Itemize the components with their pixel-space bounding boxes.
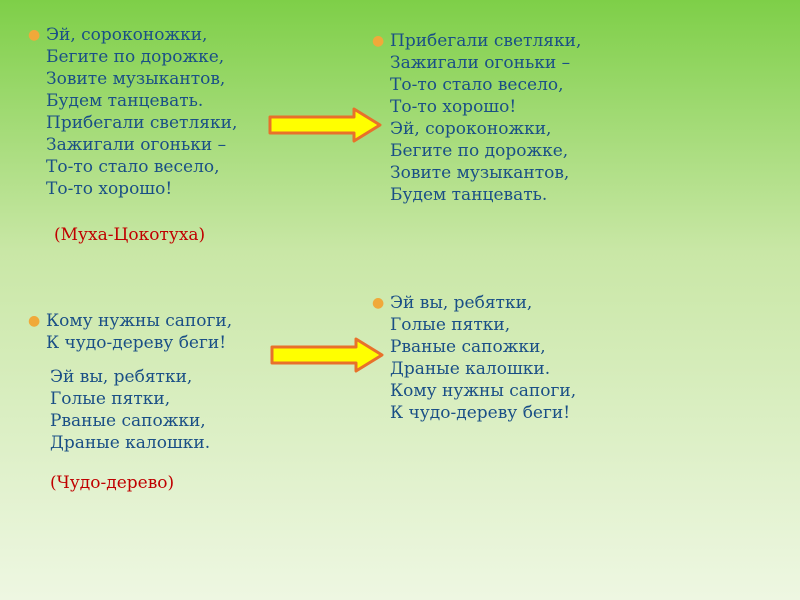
poem-line: Зовите музыкантов, <box>390 163 570 183</box>
right-bottom-lines <box>390 292 576 424</box>
poem-line: То-то хорошо! <box>390 97 517 117</box>
poem-line: К чудо-дереву беги! <box>390 403 571 423</box>
poem-line: Зовите музыкантов, <box>46 69 226 89</box>
poem-line: Прибегали светляки, <box>46 113 238 133</box>
left-bottom-stanza <box>24 310 232 454</box>
left-bottom-bullet-row <box>24 310 232 354</box>
right-bottom-stanza <box>368 292 576 424</box>
poem-line: Бегите по дорожке, <box>390 141 569 161</box>
bullet-icon: ● <box>28 313 41 329</box>
right-bottom-bullet-row <box>368 292 576 424</box>
poem-line: Рваные сапожки, <box>390 337 546 357</box>
left-top-lines <box>46 24 237 200</box>
left-bottom-indented-lines <box>50 366 232 454</box>
poem-line: То-то хорошо! <box>46 179 173 199</box>
poem-line: Рваные сапожки, <box>50 411 206 431</box>
right-top-stanza <box>368 30 581 206</box>
poem-line: Кому нужны сапоги, <box>46 311 233 331</box>
left-top-bullet-row <box>24 24 237 200</box>
poem-line: Драные калошки. <box>50 433 211 453</box>
source-title: (Чудо-дерево) <box>50 473 175 493</box>
poem-line: К чудо-дереву беги! <box>46 333 227 353</box>
poem-line: Зажигали огоньки – <box>46 135 227 155</box>
left-top-stanza <box>24 24 237 200</box>
bullet-icon: ● <box>372 33 385 49</box>
bullet-icon: ● <box>28 27 41 43</box>
poem-line: Голые пятки, <box>390 315 511 335</box>
poem-line: Эй вы, ребятки, <box>50 367 193 387</box>
poem-line: Драные калошки. <box>390 359 551 379</box>
poem-line: Будем танцевать. <box>390 185 548 205</box>
poem-line: Бегите по дорожке, <box>46 47 225 67</box>
poem-line: Кому нужны сапоги, <box>390 381 577 401</box>
bullet-icon: ● <box>372 295 385 311</box>
poem-line: Будем танцевать. <box>46 91 204 111</box>
poem-line: То-то стало весело, <box>390 75 564 95</box>
poem-line: Эй, сороконожки, <box>46 25 208 45</box>
source-title: (Муха-Цокотуха) <box>54 225 206 245</box>
poem-line: Зажигали огоньки – <box>390 53 571 73</box>
poem-line: Прибегали светляки, <box>390 31 582 51</box>
poem-line: Голые пятки, <box>50 389 171 409</box>
poem-line: То-то стало весело, <box>46 157 220 177</box>
right-top-lines <box>390 30 581 206</box>
right-arrow-icon <box>268 107 384 143</box>
poem-line: Эй вы, ребятки, <box>390 293 533 313</box>
poem-line: Эй, сороконожки, <box>390 119 552 139</box>
right-top-bullet-row <box>368 30 581 206</box>
left-bottom-lines <box>46 310 232 354</box>
